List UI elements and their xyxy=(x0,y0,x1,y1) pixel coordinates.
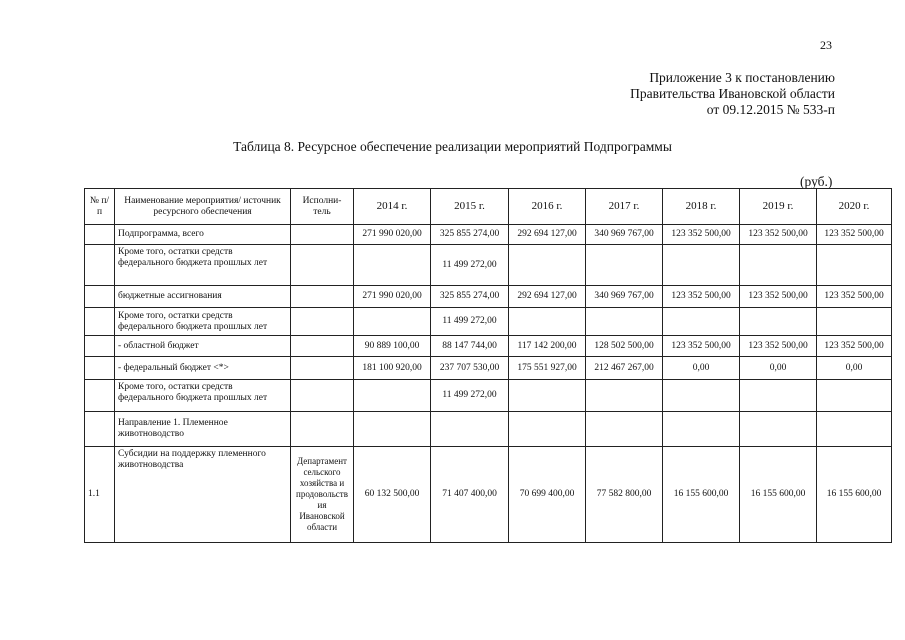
header-name: Наименование мероприятия/ источник ресурсного обеспечения xyxy=(115,189,291,225)
row-value: 11 499 272,00 xyxy=(431,245,509,286)
row-executor xyxy=(291,336,354,357)
table-row xyxy=(85,308,892,336)
row-value: 271 990 020,00 xyxy=(354,225,431,245)
row-value: 71 407 400,00 xyxy=(431,447,509,543)
row-num xyxy=(85,245,115,286)
table-row xyxy=(85,245,892,286)
row-value xyxy=(663,380,740,412)
row-executor xyxy=(291,308,354,336)
table-row xyxy=(85,412,892,447)
row-num: 1.1 xyxy=(85,447,115,543)
row-num xyxy=(85,308,115,336)
row-value: 212 467 267,00 xyxy=(586,357,663,380)
row-value xyxy=(740,245,817,286)
row-value: 117 142 200,00 xyxy=(509,336,586,357)
row-value xyxy=(586,380,663,412)
row-executor xyxy=(291,245,354,286)
row-value: 123 352 500,00 xyxy=(740,336,817,357)
row-num xyxy=(85,412,115,447)
row-value xyxy=(817,412,892,447)
row-name: Подпрограмма, всего xyxy=(115,225,291,245)
row-executor xyxy=(291,286,354,308)
row-value xyxy=(740,308,817,336)
row-value xyxy=(431,412,509,447)
row-value xyxy=(354,245,431,286)
row-executor: Департамент сельского хозяйства и продовольств ия Ивановской области xyxy=(291,447,354,543)
header-executor: Исполни- тель xyxy=(291,189,354,225)
row-value: 123 352 500,00 xyxy=(817,336,892,357)
row-value xyxy=(509,412,586,447)
row-value xyxy=(663,412,740,447)
row-value xyxy=(586,245,663,286)
row-num xyxy=(85,357,115,380)
row-num xyxy=(85,336,115,357)
row-value xyxy=(663,245,740,286)
row-value xyxy=(817,245,892,286)
row-name: Направление 1. Племенное животноводство xyxy=(115,412,291,447)
header-year: 2015 г. xyxy=(431,189,509,225)
row-value xyxy=(740,412,817,447)
row-value: 271 990 020,00 xyxy=(354,286,431,308)
row-value: 16 155 600,00 xyxy=(663,447,740,543)
header-num: № п/п xyxy=(85,189,115,225)
row-value xyxy=(586,308,663,336)
row-value: 123 352 500,00 xyxy=(663,286,740,308)
row-value xyxy=(509,380,586,412)
row-value: 16 155 600,00 xyxy=(817,447,892,543)
row-num xyxy=(85,286,115,308)
currency-unit: (руб.) xyxy=(800,174,833,189)
row-executor xyxy=(291,357,354,380)
appendix-line: Правительства Ивановской области xyxy=(630,86,835,101)
table-row xyxy=(85,380,892,412)
row-value xyxy=(354,308,431,336)
resource-table xyxy=(84,188,892,543)
table-row xyxy=(85,225,892,245)
table-row xyxy=(85,447,892,543)
row-value: 77 582 800,00 xyxy=(586,447,663,543)
appendix-block xyxy=(630,70,835,118)
row-value: 0,00 xyxy=(817,357,892,380)
header-year: 2018 г. xyxy=(663,189,740,225)
row-name: бюджетные ассигнования xyxy=(115,286,291,308)
header-year: 2020 г. xyxy=(817,189,892,225)
row-name: - областной бюджет xyxy=(115,336,291,357)
row-value: 175 551 927,00 xyxy=(509,357,586,380)
row-value: 0,00 xyxy=(740,357,817,380)
row-value xyxy=(740,380,817,412)
row-value: 292 694 127,00 xyxy=(509,286,586,308)
row-value: 123 352 500,00 xyxy=(740,286,817,308)
row-value xyxy=(509,308,586,336)
row-executor xyxy=(291,225,354,245)
row-value: 340 969 767,00 xyxy=(586,225,663,245)
table-title: Таблица 8. Ресурсное обеспечение реализации мероприятий Подпрограммы xyxy=(233,139,672,154)
header-year: 2019 г. xyxy=(740,189,817,225)
row-value: 123 352 500,00 xyxy=(663,336,740,357)
row-value xyxy=(354,380,431,412)
row-value xyxy=(663,308,740,336)
row-executor xyxy=(291,412,354,447)
page-number: 23 xyxy=(820,38,832,52)
row-value xyxy=(354,412,431,447)
row-name: Кроме того, остатки средств федерального бюджета прошлых лет xyxy=(115,380,291,412)
row-value: 340 969 767,00 xyxy=(586,286,663,308)
row-value: 123 352 500,00 xyxy=(740,225,817,245)
row-value: 325 855 274,00 xyxy=(431,225,509,245)
header-year: 2017 г. xyxy=(586,189,663,225)
row-value: 16 155 600,00 xyxy=(740,447,817,543)
row-name: Кроме того, остатки средств федерального бюджета прошлых лет xyxy=(115,308,291,336)
header-row xyxy=(85,189,892,225)
row-value: 0,00 xyxy=(663,357,740,380)
row-value: 237 707 530,00 xyxy=(431,357,509,380)
row-value xyxy=(817,308,892,336)
row-value: 11 499 272,00 xyxy=(431,308,509,336)
header-year: 2016 г. xyxy=(509,189,586,225)
row-name: - федеральный бюджет <*> xyxy=(115,357,291,380)
appendix-line: Приложение 3 к постановлению xyxy=(649,70,835,85)
row-value: 123 352 500,00 xyxy=(817,225,892,245)
row-value: 60 132 500,00 xyxy=(354,447,431,543)
row-value xyxy=(509,245,586,286)
row-num xyxy=(85,380,115,412)
row-value: 181 100 920,00 xyxy=(354,357,431,380)
row-value: 123 352 500,00 xyxy=(663,225,740,245)
row-name: Субсидии на поддержку племенного животноводства xyxy=(115,447,291,543)
row-num xyxy=(85,225,115,245)
row-value: 123 352 500,00 xyxy=(817,286,892,308)
header-year: 2014 г. xyxy=(354,189,431,225)
row-value: 11 499 272,00 xyxy=(431,380,509,412)
appendix-line: от 09.12.2015 № 533-п xyxy=(706,102,835,117)
row-value: 325 855 274,00 xyxy=(431,286,509,308)
row-value: 292 694 127,00 xyxy=(509,225,586,245)
row-name: Кроме того, остатки средств федерального бюджета прошлых лет xyxy=(115,245,291,286)
table-row xyxy=(85,336,892,357)
row-value xyxy=(586,412,663,447)
table-row xyxy=(85,357,892,380)
row-executor xyxy=(291,380,354,412)
row-value: 128 502 500,00 xyxy=(586,336,663,357)
row-value: 70 699 400,00 xyxy=(509,447,586,543)
table-row xyxy=(85,286,892,308)
row-value: 88 147 744,00 xyxy=(431,336,509,357)
row-value xyxy=(817,380,892,412)
row-value: 90 889 100,00 xyxy=(354,336,431,357)
